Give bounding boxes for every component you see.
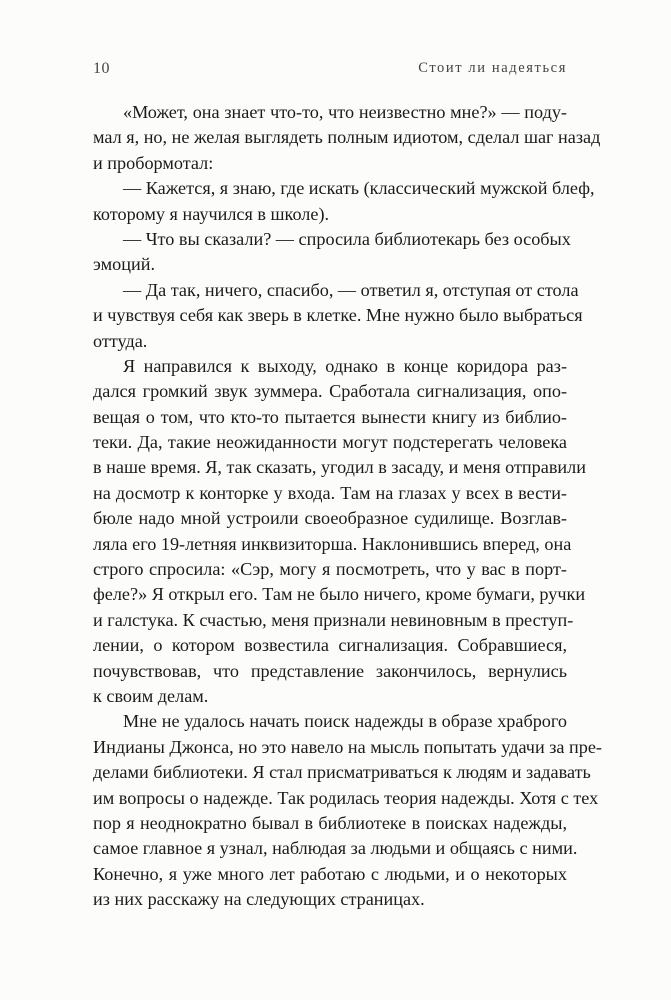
text-line: мал я, но, не желая выглядеть полным идиотом, сделал шаг назад bbox=[93, 127, 601, 148]
text-line: на досмотр к конторке у входа. Там на глазах у всех в вести- bbox=[93, 482, 567, 503]
text-line: теки. Да, такие неожиданности могут подстерегать человека bbox=[93, 432, 567, 453]
text-line: вещая о том, что кто-то пытается вынести книгу из библио- bbox=[93, 406, 567, 427]
text-line: — Кажется, я знаю, где искать (классический мужской блеф, bbox=[123, 178, 595, 199]
page-number: 10 bbox=[93, 60, 110, 77]
text-line: Я направился к выходу, однако в конце коридора раз- bbox=[123, 355, 567, 376]
text-line: делами библиотеки. Я стал присматриваться к людям и задавать bbox=[93, 762, 591, 783]
text-line: из них расскажу на следующих страницах. bbox=[93, 889, 425, 910]
text-line: «Может, она знает что-то, что неизвестно мне?» — поду- bbox=[123, 102, 567, 122]
text-line: к своим делам. bbox=[93, 685, 209, 706]
text-line: и галстука. К счастью, меня признали невиновным в преступ- bbox=[93, 609, 574, 630]
page-header bbox=[93, 60, 567, 82]
text-line: ляла его 19-летняя инквизиторша. Наклонившись вперед, она bbox=[93, 533, 572, 554]
text-line: феле?» Я открыл его. Там не было ничего, кроме бумаги, ручки bbox=[93, 584, 586, 605]
text-line: которому я научился в школе). bbox=[93, 203, 330, 224]
text-line: бюле надо мной устроили своеобразное судилище. Возглав- bbox=[93, 508, 567, 529]
text-line: пор я неоднократно бывал в библиотеке в поисках надежды, bbox=[93, 812, 567, 833]
text-line: в наше время. Я, так сказать, угодил в засаду, и меня отправили bbox=[93, 457, 586, 478]
running-title: Стоит ли надеяться bbox=[418, 60, 567, 76]
text-line: Конечно, я уже много лет работаю с людьми, и о некоторых bbox=[93, 863, 567, 884]
text-line: Мне не удалось начать поиск надежды в образе храброго bbox=[123, 711, 567, 732]
text-line: и чувствуя себя как зверь в клетке. Мне нужно было выбраться bbox=[93, 305, 583, 326]
text-line: эмоций. bbox=[93, 254, 155, 275]
text-line: самое главное я узнал, наблюдая за людьми и общаясь с ними. bbox=[93, 838, 578, 859]
text-line: им вопросы о надежде. Так родилась теория надежды. Хотя с тех bbox=[93, 787, 599, 808]
text-line: Индианы Джонса, но это навело на мысль попытать удачи за пре- bbox=[93, 736, 602, 757]
text-line: дался громкий звук зуммера. Сработала сигнализация, опо- bbox=[93, 381, 567, 402]
text-line: оттуда. bbox=[93, 330, 148, 351]
text-line: и пробормотал: bbox=[93, 152, 214, 173]
text-line: — Да так, ничего, спасибо, — ответил я, отступая от стола bbox=[123, 279, 579, 300]
text-line: лении, о котором возвестила сигнализация. Собравшиеся, bbox=[93, 635, 567, 656]
text-line: — Что вы сказали? — спросила библиотекарь без особых bbox=[123, 228, 571, 249]
text-line: почувствовав, что представление закончилось, вернулись bbox=[93, 660, 567, 681]
body-text bbox=[93, 100, 602, 913]
text-line: строго спросила: «Сэр, могу я посмотреть, что у вас в порт- bbox=[93, 559, 567, 580]
